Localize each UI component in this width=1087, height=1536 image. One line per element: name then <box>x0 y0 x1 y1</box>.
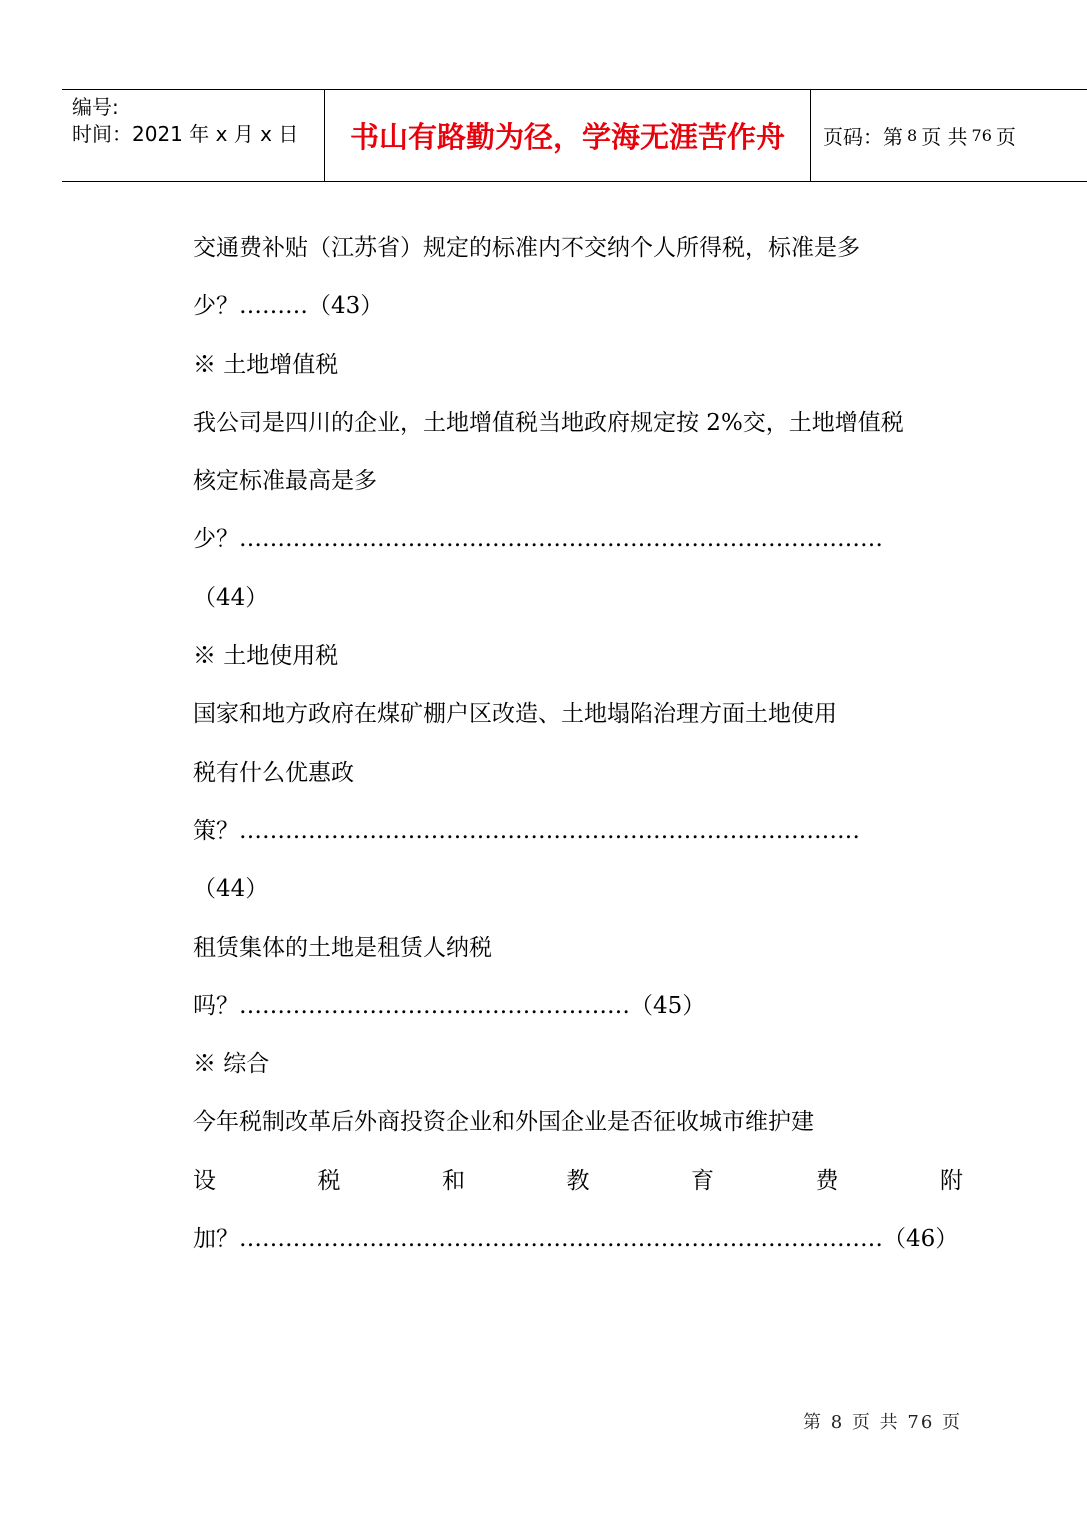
toc-line: 少？………………………………………………………………………… <box>193 526 883 553</box>
number-label: 编号: <box>72 95 119 119</box>
header-info-cell <box>62 90 325 181</box>
page-prefix: 页码：第 <box>823 125 903 149</box>
toc-line: 租赁集体的土地是租赁人纳税 <box>193 934 492 961</box>
toc-line: 核定标准最高是多 <box>193 468 377 495</box>
section-heading: ※ 土地增值税 <box>193 351 339 378</box>
page-total: 76 <box>971 126 992 145</box>
toc-line-justified <box>193 1152 963 1210</box>
toc-line: 税有什么优惠政 <box>193 759 354 786</box>
toc-line: （44） <box>193 584 269 611</box>
toc-line: 国家和地方政府在煤矿棚户区改造、土地塌陷治理方面土地使用 <box>193 701 837 728</box>
time-label: 时间：2021 年 x 月 x 日 <box>72 122 299 146</box>
toc-line: 今年税制改革后外商投资企业和外国企业是否征收城市维护建 <box>193 1109 814 1136</box>
justified-char: 设 <box>193 1167 216 1194</box>
section-heading: ※ 综合 <box>193 1051 270 1078</box>
justified-char: 和 <box>442 1167 465 1194</box>
toc-line: （44） <box>193 876 269 903</box>
toc-content <box>193 219 963 1268</box>
justified-char: 税 <box>317 1167 341 1194</box>
page-header <box>62 89 1087 182</box>
page-current: 8 <box>907 126 918 145</box>
section-heading: ※ 土地使用税 <box>193 643 339 670</box>
page-footer: 第 8 页 共 76 页 <box>803 1412 962 1433</box>
justified-char: 附 <box>940 1167 963 1194</box>
justified-char: 育 <box>691 1167 714 1194</box>
toc-line: 少？………（43） <box>193 293 384 320</box>
toc-line: 交通费补贴（江苏省）规定的标准内不交纳个人所得税，标准是多 <box>193 235 860 261</box>
toc-line: 吗？……………………………………………（45） <box>193 992 706 1019</box>
justified-char: 教 <box>566 1167 590 1194</box>
page-suffix: 页 <box>995 125 1016 149</box>
toc-line: 我公司是四川的企业，土地增值税当地政府规定按 2%交，土地增值税 <box>193 409 904 436</box>
toc-line: 加？…………………………………………………………………………（46） <box>193 1226 959 1253</box>
page-mid: 页 共 <box>921 125 968 149</box>
justified-char: 费 <box>815 1167 839 1194</box>
header-slogan: 书山有路勤为径，学海无涯苦作舟 <box>325 90 811 181</box>
toc-line: 策？……………………………………………………………………… <box>193 817 860 844</box>
header-page-info <box>811 90 1087 181</box>
